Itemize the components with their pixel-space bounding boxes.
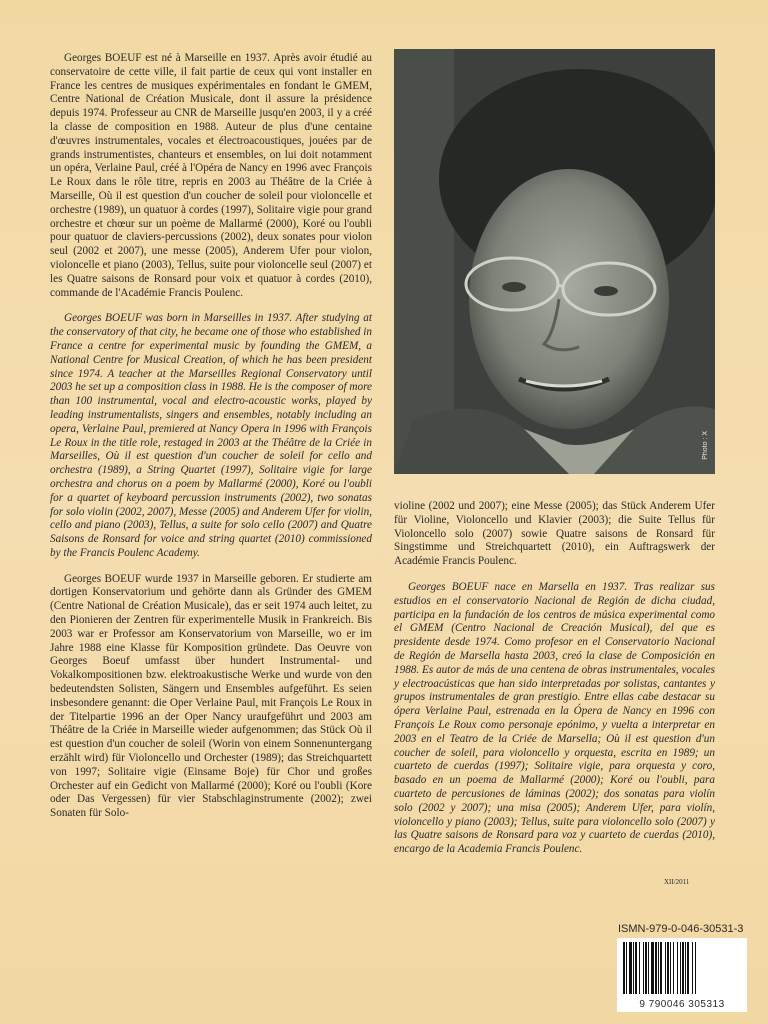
ismn-number: ISMN-979-0-046-30531-3 (618, 923, 744, 935)
barcode-bar (673, 942, 674, 994)
left-column (50, 52, 372, 833)
barcode-bar (633, 942, 634, 994)
barcode-bar (648, 942, 649, 994)
barcode-bar (651, 942, 654, 994)
barcode-bar (635, 942, 637, 994)
biography-french: Georges BOEUF est né à Marseille en 1937. Après avoir étudié au conservatoire de cette ville, il fait partie de ceux qui vont installer en France les centres de musiques expérimentales en fondant le GMEM, Centre National de Création Musicale, dont il assure la présidence depuis 1974. Professeur au CNR de Marseille jusqu'en 2003, il y a créé la classe de composition en 1988. Auteur de plus d'une centaine d'œuvres instrumentales, vocales et électroacoustiques, jouées par de grands instrumentistes, chanteurs et ensembles, on lui doit notamment un opéra, Verlaine Paul, créé à l'Opéra de Nancy en 1996 avec François Le Roux dans le rôle titre, repris en 2003 au Théâtre de la Criée à Marseille, Où il est question d'un coucher de soleil pour violoncelle et orchestre (1989), un quatuor à cordes (1997), Solitaire vigie pour grand orchestre et chœur sur un poème de Mallarmé (2000), Koré ou l'oubli pour quatuor de claviers-percussions (2002), deux sonates pour violon seul (2002 et 2007), une messe (2005), Anderem Ufer pour violon, violoncelle et piano (2003), Tellus, suite pour violoncelle seul (2007) et les Quatre saisons de Ronsard pour voix et quatuor à cordes (2010), commande de l'Académie Francis Poulenc. (50, 52, 372, 299)
right-column (394, 500, 715, 869)
barcode-bar (692, 942, 693, 994)
portrait-illustration (394, 49, 715, 474)
barcode-bar (626, 942, 627, 994)
biography-german-continued: violine (2002 und 2007); eine Messe (2005); das Stück Anderem Ufer für Violine, Violoncello und Klavier (2003); die Suite Tellus für Violoncello solo (2007) sowie Quatre saisons de Ronsard für Singstimme und Streichquartett (2010), ein Auftragswerk der Académie Francis Poulenc. (394, 500, 715, 568)
biography-english: Georges BOEUF was born in Marseilles in 1937. After studying at the conservatory of that city, he became one of those who established in France a centre for experimental music by founding the GMEM, a National Centre for Musical Creation, of which he has been president since 1974. A teacher at the Marseilles Regional Conservatory until 2003 he set up a composition class in 1988. He is the composer of more than 100 instrumental, vocal and electro-acoustic works, played by leading instrumentalists, singers and ensembles, notably including an opera, Verlaine Paul, premiered at Nancy Opera in 1996 with François Le Roux in the title role, restaged in 2003 at the Théâtre de la Criée in Marseilles, Où il est question d'un coucher de soleil for cello and orchestra (1989), a String Quartet (1997), Solitaire vigie for large orchestra and chorus on a poem by Mallarmé (2000), Koré ou l'oubli for a quartet of keyboard percussion instruments (2002), two sonatas for solo violin (2002, 2007), Messe (2005) and Anderem Ufer for violin, cello and piano (2003), Tellus, a suite for solo cello (2007) and Quatre Saisons de Ronsard for voice and string quartet (2010) commissioned by the Francis Poulenc Academy. (50, 312, 372, 559)
biography-german: Georges BOEUF wurde 1937 in Marseille geboren. Er studierte am dortigen Konservatorium und gehörte dann als Gründer des GMEM (Centre National de Création Musicale), das er seit 1974 auch leitet, zu den Pionieren der Zentren für experimentelle Musik in Frankreich. Bis 2003 war er Professor am Konservatorium von Marseille, wo er im Jahre 1988 eine Klasse für Komposition gründete. Das Oeuvre von Georges Boeuf umfasst über hundert Instrumental- und Vokalkompositionen bzw. elektroakustische Werke und wurde von den bedeutendsten Solisten, Sängern und Ensembles aufgeführt. Es seien insbesondere genannt: die Oper Verlaine Paul, mit François Le Roux in der Titelpartie 1996 an der Oper Nancy uraufgeführt und 2003 am Théâtre de la Criée in Marseille wieder aufgenommen; das Stück Où il est question d'un coucher de soleil (Worin von einem Sonnenuntergang erzählt wird) für Violoncello und Orchester (1989); das Streichquartett von 1997; Solitaire vigie (Einsame Boje) für Chor und großes Orchester auf ein Gedicht von Mallarmé (2000); Koré ou l'oubli (Kore oder Das Vergessen) für vier Stabschlaginstrumente (2002); zwei Sonaten für Solo- (50, 572, 372, 820)
photo-credit: Photo : X (702, 431, 709, 460)
barcode-bar (680, 942, 681, 994)
barcode-bar (665, 942, 666, 994)
biography-spanish: Georges BOEUF nace en Marsella en 1937. Tras realizar sus estudios en el conservatorio Nacional de Región de dicha ciudad, participa en la fundación de los centros de música experimental como el GMEM (Centro Nacional de Creación Musical), del que es presidente desde 1974. Como profesor en el Conservatorio Nacional de Región de Marsella hasta 2003, creó la clase de Composición en 1988. Es autor de más de una centena de obras instrumentales, vocales y electroacústicas que han sido interpretadas por solistas, cantantes y grupos instrumentales de gran prestigio. Entre ellas cabe destacar su ópera Verlaine Paul, estrenada en la Ópera de Nancy en 1996 con François Le Roux como personaje epónimo, y vuelta a interpretar en 2003 en el Teatro de la Criée de Marsella; Où il est question d'un coucher de soleil, para violoncello y orquesta, escrita en 1989; un cuarteto de cuerdas (1997); Solitaire vigie, para orquesta y coro, basado en un poema de Mallarmé (2000); Koré ou l'oubli, para cuarteto de percusiones de láminas (2002); dos sonatas para violín solo (2002 y 2007); una misa (2005); Anderem Ufer, para violín, violoncello y piano (2003); Tellus, suite para violoncello solo (2007) y las Quatre saisons de Ronsard para voz y cuarteto de cuerdas (2010), encargo de la Academia Francis Poulenc. (394, 580, 715, 856)
barcode-bar (660, 942, 662, 994)
barcode-bars (617, 938, 747, 998)
barcode-bar (655, 942, 657, 994)
barcode-bar (670, 942, 671, 994)
barcode-bar (685, 942, 686, 994)
barcode (617, 938, 747, 1012)
barcode-bar (643, 942, 644, 994)
barcode-bar (658, 942, 659, 994)
barcode-bar (687, 942, 689, 994)
barcode-bar (667, 942, 669, 994)
barcode-bar (682, 942, 684, 994)
barcode-number: 9 790046 305313 (617, 999, 747, 1010)
barcode-bar (639, 942, 640, 994)
edition-date: XII/2011 (664, 878, 690, 886)
barcode-bar (677, 942, 678, 994)
barcode-bar (645, 942, 647, 994)
composer-portrait-photo (394, 49, 715, 474)
barcode-bar (623, 942, 625, 994)
barcode-bar (695, 942, 696, 994)
barcode-bar (629, 942, 632, 994)
